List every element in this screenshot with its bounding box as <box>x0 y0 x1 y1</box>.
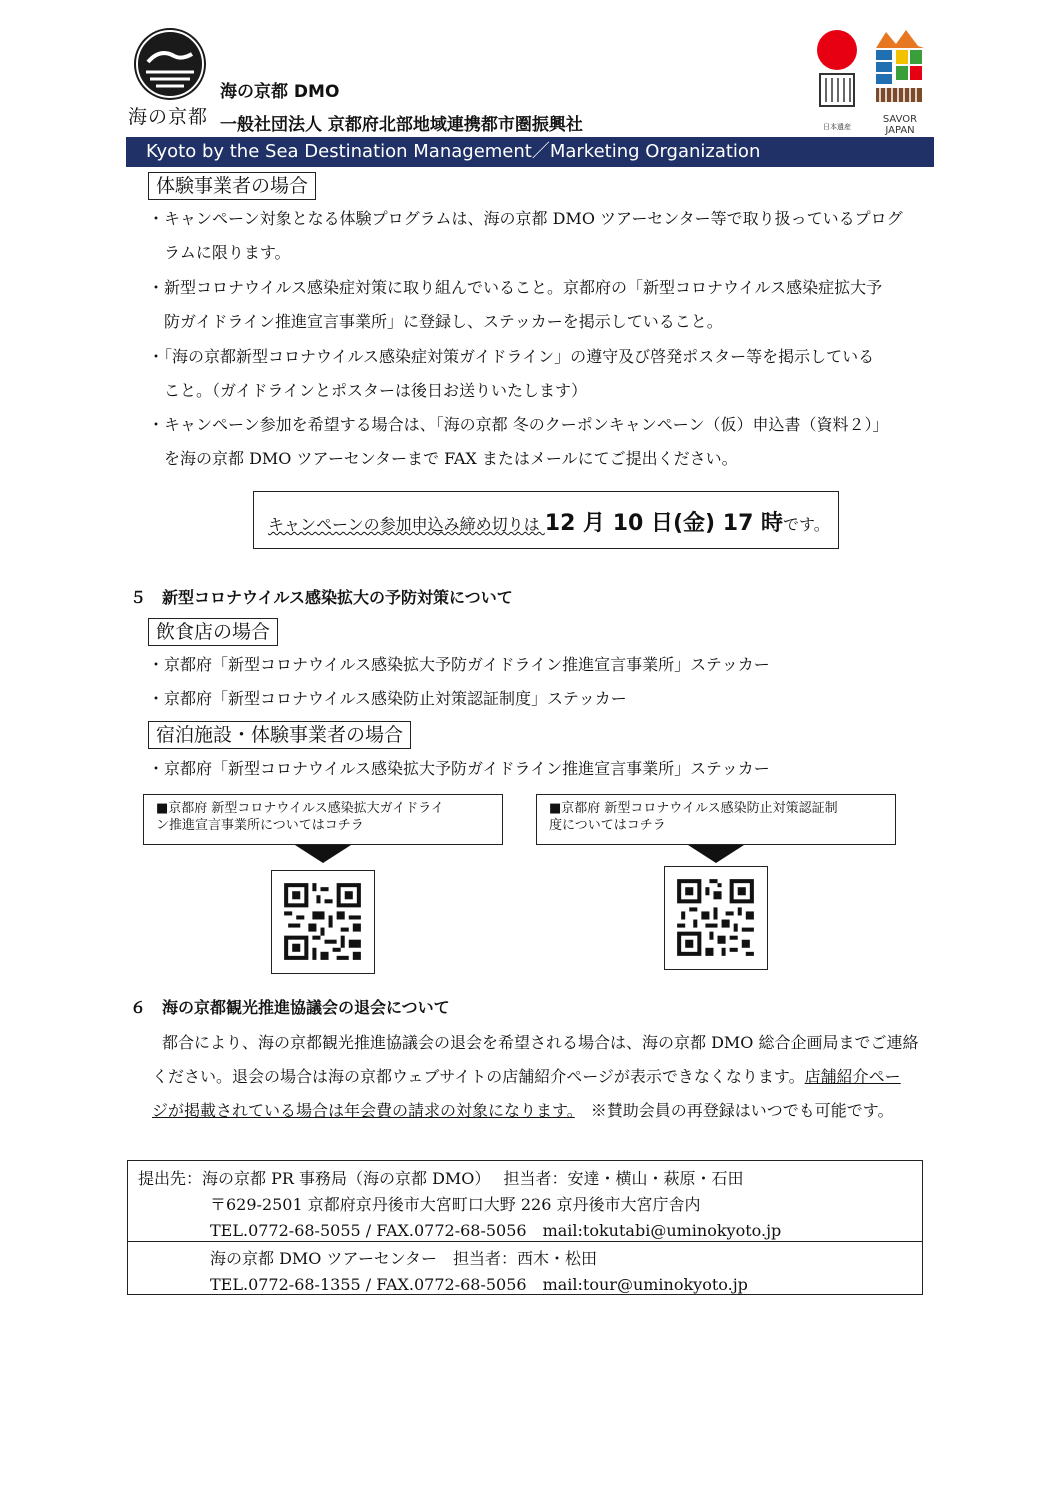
qr-code-left[interactable] <box>271 870 375 974</box>
deadline-suffix: です。 <box>783 515 830 534</box>
lodging-label: 宿泊施設・体験事業者の場合 <box>148 721 411 749</box>
arrow-down-icon <box>688 845 744 863</box>
contact-row4: 海の京都 DMO ツアーセンター 担当者：西木・松田 <box>210 1249 598 1268</box>
heritage-caption: 日本遺産 <box>823 123 851 131</box>
contact-row2: 〒629-2501 京都府京丹後市大宮町口大野 226 京丹後市大宮庁舎内 <box>210 1195 701 1214</box>
contact-row1: 提出先：海の京都 PR 事務局（海の京都 DMO） 担当者：安達・横山・萩原・石田 <box>138 1169 744 1188</box>
section6-line3a: ジが掲載されている場合は年会費の請求の対象になります。 <box>152 1101 575 1120</box>
deadline-date: 12 月 10 日(金) 17 時 <box>544 511 784 536</box>
qr-code-icon <box>272 871 373 972</box>
experience-bullet-4b: を海の京都 DMO ツアーセンターまで FAX またはメールにてご提出ください。 <box>164 449 738 468</box>
deadline-prefix: キャンペーンの参加申込み締め切りは <box>268 515 545 534</box>
experience-bullet-1b: ラムに限ります。 <box>164 243 291 262</box>
japan-heritage-badge <box>812 30 862 130</box>
qr-left-line1: ■京都府 新型コロナウイルス感染拡大ガイドライ <box>156 801 444 816</box>
section6-line1: 都合により、海の京都観光推進協議会の退会を希望される場合は、海の京都 DMO 総合企画局までご連絡 <box>162 1033 919 1052</box>
experience-bullet-1a: ・キャンペーン対象となる体験プログラムは、海の京都 DMO ツアーセンター等で取り扱っているプログ <box>148 209 903 228</box>
section6-line2b: 店舗紹介ペー <box>804 1067 901 1086</box>
experience-bullet-3a: ・「海の京都新型コロナウイルス感染症対策ガイドライン」の遵守及び啓発ポスター等を掲示している <box>148 347 875 366</box>
contact-divider <box>128 1241 922 1242</box>
savor-caption: SAVOR JAPAN <box>882 114 918 136</box>
lodging-item-1: ・京都府「新型コロナウイルス感染拡大予防ガイドライン推進宣言事業所」ステッカー <box>148 759 770 778</box>
qr-right-line2: 度についてはコチラ <box>549 818 666 833</box>
deadline-text <box>268 506 830 537</box>
logo-text: 海の京都 <box>128 106 209 128</box>
deadline-box <box>253 491 839 549</box>
experience-bullet-2a: ・新型コロナウイルス感染症対策に取り組んでいること。京都府の「新型コロナウイルス感染症拡大予 <box>148 278 883 297</box>
contact-row5: TEL.0772-68-1355 / FAX.0772-68-5056 mail:tour@uminokyoto.jp <box>210 1275 748 1294</box>
contact-row3: TEL.0772-68-5055 / FAX.0772-68-5056 mail:tokutabi@uminokyoto.jp <box>210 1221 782 1240</box>
org-name: 海の京都 DMO <box>220 82 340 102</box>
dmo-logo-mark <box>134 28 206 100</box>
experience-bullet-3b: こと。（ガイドラインとポスターは後日お送りいたします） <box>164 381 588 400</box>
restaurant-item-2: ・京都府「新型コロナウイルス感染防止対策認証制度」ステッカー <box>148 689 627 708</box>
header-banner: Kyoto by the Sea Destination Management／Marketing Organization <box>126 137 934 167</box>
qr-code-icon <box>665 867 766 968</box>
section6-line2a: ください。退会の場合は海の京都ウェブサイトの店舗紹介ページが表示できなくなります。 <box>152 1067 805 1086</box>
experience-bullet-4a: ・キャンペーン参加を希望する場合は、「海の京都 冬のクーポンキャンペーン（仮）申込書（資料２）」 <box>148 415 889 434</box>
qr-left-caption <box>143 794 503 845</box>
savor-japan-badge <box>870 28 930 136</box>
qr-right-line1: ■京都府 新型コロナウイルス感染防止対策認証制 <box>549 801 838 816</box>
org-full-name: 一般社団法人 京都府北部地域連携都市圏振興社 <box>220 115 583 135</box>
restaurant-label: 飲食店の場合 <box>148 618 278 646</box>
contact-box <box>127 1160 923 1295</box>
section5-heading: ５ 新型コロナウイルス感染拡大の予防対策について <box>130 588 513 607</box>
section6-line3b: ※賛助会員の再登録はいつでも可能です。 <box>574 1101 894 1120</box>
qr-left-line2: ン推進宣言事業所についてはコチラ <box>156 818 364 833</box>
qr-right-caption <box>536 794 896 845</box>
section6-heading: ６ 海の京都観光推進協議会の退会について <box>130 998 450 1017</box>
experience-bullet-2b: 防ガイドライン推進宣言事業所」に登録し、ステッカーを掲示していること。 <box>164 312 723 331</box>
experience-label: 体験事業者の場合 <box>148 172 316 200</box>
qr-code-right[interactable] <box>664 866 768 970</box>
arrow-down-icon <box>295 845 351 863</box>
restaurant-item-1: ・京都府「新型コロナウイルス感染拡大予防ガイドライン推進宣言事業所」ステッカー <box>148 655 770 674</box>
wave-icon <box>134 28 206 100</box>
section6-line3 <box>152 1101 893 1121</box>
section6-line2 <box>152 1067 901 1087</box>
